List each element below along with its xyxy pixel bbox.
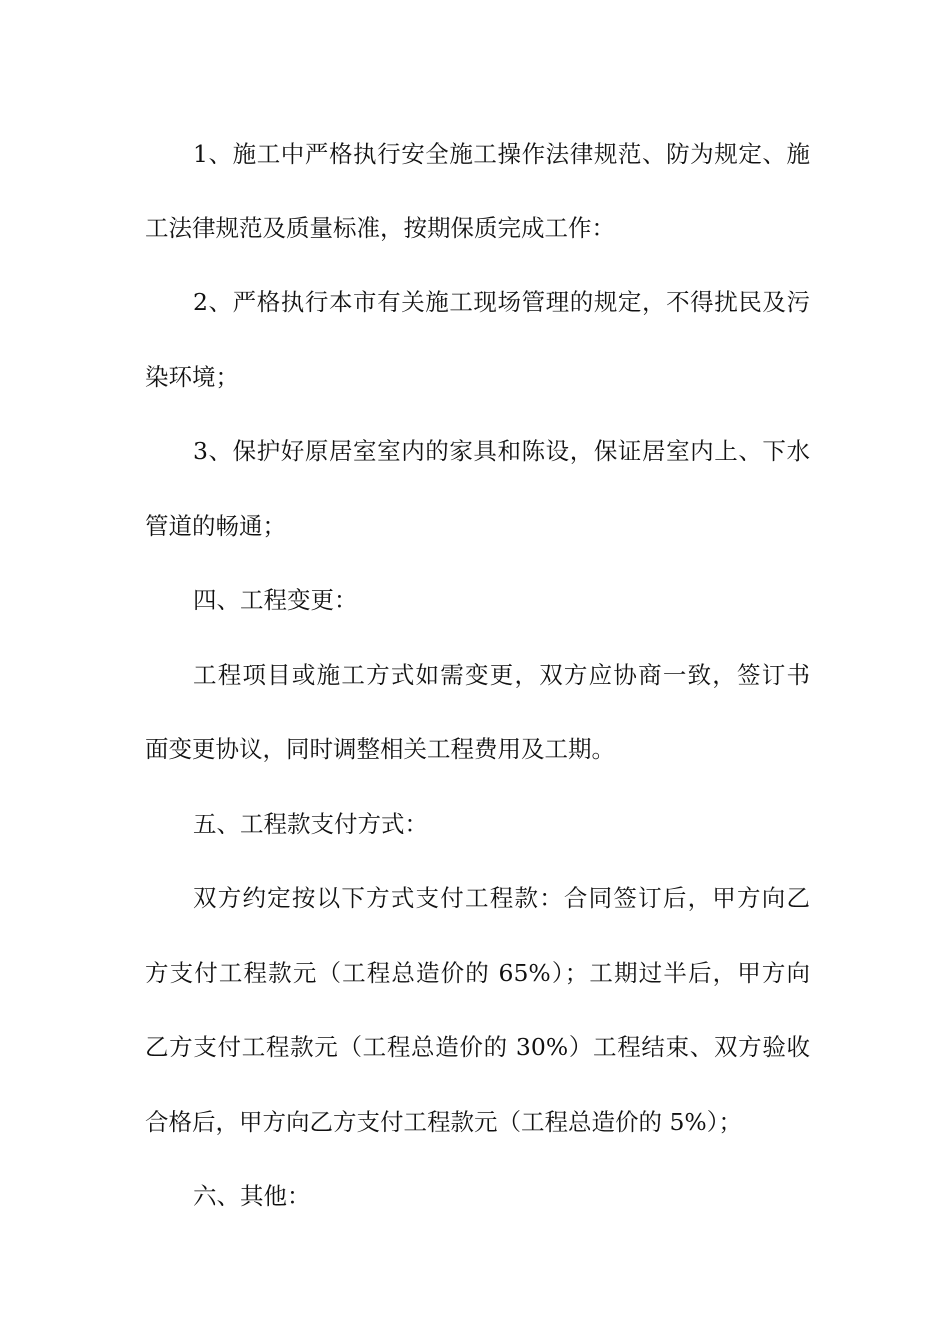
section-5-text-line-2: 方支付工程款元（工程总造价的 65%）；工期过半后，甲方向 [145,959,810,987]
section-4-text-line-2: 面变更协议，同时调整相关工程费用及工期。 [145,735,615,763]
clause-2-line-1: 2、严格执行本市有关施工现场管理的规定，不得扰民及污 [193,288,810,316]
clause-3-line-1: 3、保护好原居室室内的家具和陈设，保证居室内上、下水 [193,437,810,465]
section-4-text-line-1: 工程项目或施工方式如需变更，双方应协商一致，签订书 [193,661,810,689]
clause-1-line-1: 1、施工中严格执行安全施工操作法律规范、防为规定、施 [193,140,810,168]
section-6-heading: 六、其他： [193,1182,311,1210]
section-5-text-line-1: 双方约定按以下方式支付工程款：合同签订后，甲方向乙 [193,884,810,912]
clause-2-line-2: 染环境； [145,363,239,391]
clause-1-line-2: 工法律规范及质量标准，按期保质完成工作： [145,214,615,242]
clause-3-line-2: 管道的畅通； [145,512,286,540]
section-5-text-line-3: 乙方支付工程款元（工程总造价的 30%）工程结束、双方验收 [145,1033,810,1061]
section-4-heading: 四、工程变更： [193,586,358,614]
section-5-text-line-4: 合格后，甲方向乙方支付工程款元（工程总造价的 5%）； [145,1108,743,1136]
section-5-heading: 五、工程款支付方式： [193,810,428,838]
